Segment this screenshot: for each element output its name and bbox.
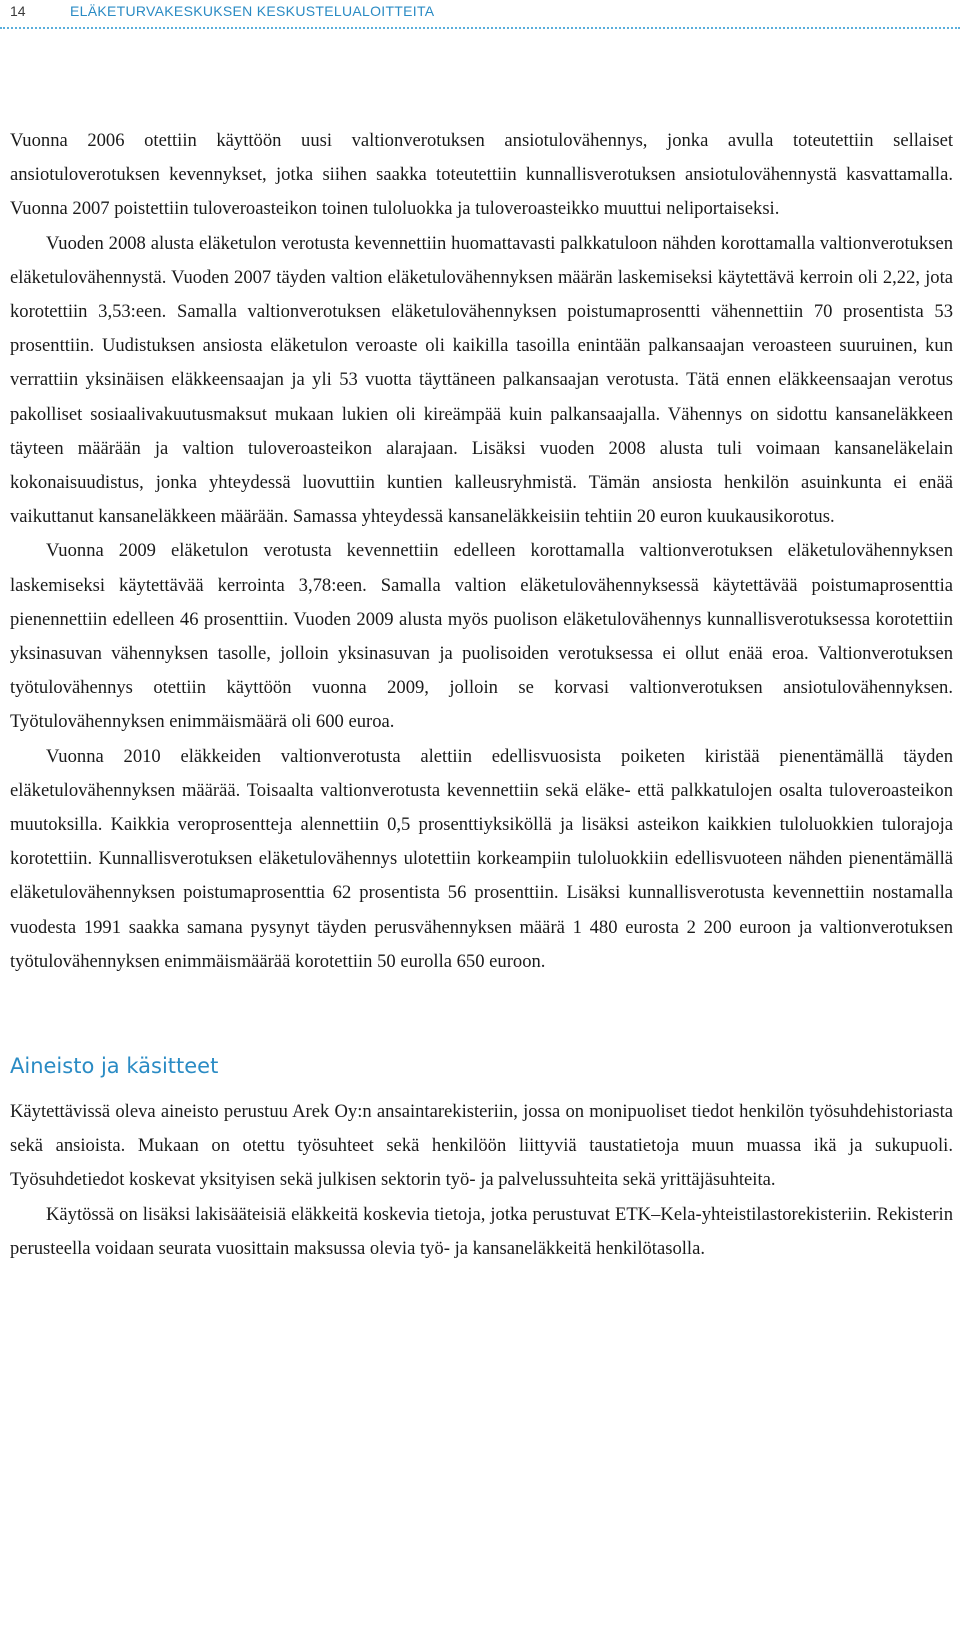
section-paragraph-2: Käytössä on lisäksi lakisääteisiä eläkkeitä koskevia tietoja, jotka perustuvat ETK–Kela-yhteistilastorekisteriin. Rekisterin perusteella voidaan seurata vuosittain maksussa olevia työ- ja kansaneläkkeitä henkilötasolla. xyxy=(10,1203,953,1259)
section-paragraph-1: Käytettävissä oleva aineisto perustuu Arek Oy:n ansaintarekisteriin, jossa on monipuoliset tiedot henkilön työsuhdehistoriasta sekä ansioista. Mukaan on otettu työsuhteet sekä henkilöön liittyviä taustatietoja muun muassa ikä ja sukupuoli. Työsuhdetiedot koskevat yksityisen sekä julkisen sektorin työ- ja palvelussuhteita sekä yrittäjäsuhteita. xyxy=(10,1101,953,1191)
running-head xyxy=(0,0,960,30)
body-paragraph-3: Vuonna 2009 eläketulon verotusta kevennettiin edelleen korottamalla valtionverotuksen eläketulovähennyksen laskemiseksi käytettävää kerrointa 3,78:een. Samalla valtion eläketulovähennyksessä käytettävää poistumaprosenttia pienennettiin edelleen 46 prosenttiin. Vuoden 2009 alusta myös puolison eläketulovähennys kunnallisverotuksessa korotettiin yksinasuvan vähennyksen tasolle, jolloin yksinasuvan ja puolisoiden verotuksessa ei ollut enää eroa. Valtionverotuksen työtulovähennys otettiin käyttöön vuonna 2009, jolloin se korvasi valtionverotuksen ansiotulovähennyksen. Työtulovähennyksen enimmäismäärä oli 600 euroa. xyxy=(10,540,953,733)
body-paragraph-1: Vuonna 2006 otettiin käyttöön uusi valtionverotuksen ansiotulovähennys, jonka avulla toteutettiin sellaiset ansiotuloverotuksen kevennykset, jotka siihen saakka toteutettiin kunnallisverotuksen ansiotulovähennystä kasvattamalla. Vuonna 2007 poistettiin tuloveroasteikon toinen tuloluokka ja tuloveroasteikko muuttui neliportaiseksi. xyxy=(10,130,953,220)
page-number: 14 xyxy=(10,3,26,19)
body-paragraph-4: Vuonna 2010 eläkkeiden valtionverotusta alettiin edellisvuosista poiketen kiristää pienentämällä täyden eläketulovähennyksen määrää. Toisaalta valtionverotusta kevennettiin sekä eläke- että palkkatulojen osalta tuloveroasteikon muutoksilla. Kaikkia veroprosentteja alennettiin 0,5 prosenttiyksiköllä ja lisäksi asteikon kaikkien tuloluokkien tulorajoja korotettiin. Kunnallisverotuksen eläketulovähennys ulotettiin korkeampiin tuloluokkiin edellisvuoteen nähden pienentämällä eläketulovähennyksen poistumaprosenttia 62 prosentista 56 prosenttiin. Lisäksi kunnallisverotusta kevennettiin nostamalla vuodesta 1991 saakka samana pysynyt täyden perusvähennyksen määrä 1 480 eurosta 2 200 euroon ja valtionverotuksen työtulovähennyksen enimmäismäärää korotettiin 50 eurolla 650 euroon. xyxy=(10,745,953,972)
page-body xyxy=(10,124,953,1266)
header-dotted-rule xyxy=(0,27,960,29)
series-title: ELÄKETURVAKESKUKSEN KESKUSTELUALOITTEITA xyxy=(70,3,435,19)
body-paragraph-2: Vuoden 2008 alusta eläketulon verotusta kevennettiin huomattavasti palkkatuloon nähden korottamalla valtionverotuksen eläketulovähennystä. Vuoden 2007 täyden valtion eläketulovähennyksen määrän laskemiseksi käytettävä kerroin oli 2,22, jota korotettiin 3,53:een. Samalla valtionverotuksen eläketulovähennyksen poistumaprosentti vähennettiin 70 prosentista 53 prosenttiin. Uudistuksen ansiosta eläketulon veroaste oli kaikilla tasoilla enintään palkansaajan veroasteen suuruinen, kun verrattiin yksinäisen eläkkeensaajan ja yli 53 vuotta täyttäneen palkansaajan verotusta. Tätä ennen eläkkeensaajan verotus pakolliset sosiaalivakuutusmaksut mukaan lukien oli kireämpää kuin palkansaajalla. Vähennys on sidottu kansaneläkkeen täyteen määrään ja valtion tuloveroasteikon alarajaan. Lisäksi vuoden 2008 alusta tuli voimaan kansaneläkelain kokonaisuudistus, jonka yhteydessä luovuttiin kuntien kalleusryhmistä. Tämän ansiosta henkilön asuinkunta ei enää vaikuttanut kansaneläkkeen määrään. Samassa yhteydessä kansaneläkkeisiin tehtiin 20 euron kuukausikorotus. xyxy=(10,232,953,528)
section-heading: Aineisto ja käsitteet xyxy=(10,1054,219,1079)
